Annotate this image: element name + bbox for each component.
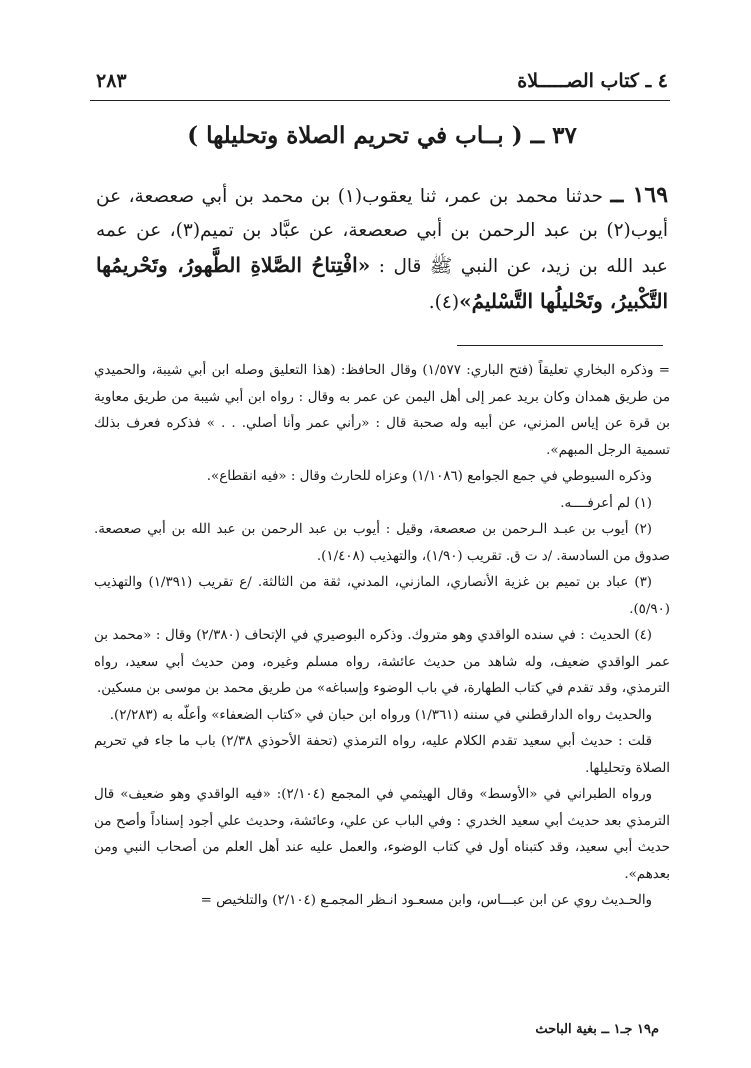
header-rule [90,100,670,101]
footnotes [94,358,670,915]
footnote-paragraph: ورواه الطبراني في «الأوسط» وقال الهيثمي في المجمع (٢/١٠٤): «فيه الواقدي وهو ضعيف» قال الترمذي بعد حديث أبي سعيد الخدري : وفي الباب عن علي، وعائشة، وحديث علي أجود إسناداً وأصح من حديث أبي سعيد، وقد كتبناه أول في كتاب الوضوء، والعمل عليه عند أهل العلم من أصحاب النبي ومن بعدهم». [94,787,670,882]
footnote-2: (٢) أيوب بن عبـد الـرحمن بن صعصعة، وقيل : أيوب بن عبد الرحمن بن عبد الله بن أبي صعصعة. صدوق من السادسة. /د ت ق. تقريب (١/٩٠)، والتهذيب (١/٤٠٨). [94,522,670,564]
footnote-continuation: = وذكره البخاري تعليقاً (فتح الباري: ١/٥٧٧) وقال الحافظ: (هذا التعليق وصله ابن أبي شيبة، والحميدي من طريق همدان وكان بريد عمر إلى أهل اليمن عن عمر به وقال : رواه ابن أبي شيبة من طريق معاوية بن قرة عن إياس المزني، عن أبيه وله صحبة قال : «رأني عمر وأنا أصلي. . . » فذكره فعرف بذلك تسمية الرجل المبهم». [94,363,670,458]
hadith-number: ١٦٩ ــ [610,182,669,208]
footnote-rule [457,345,663,346]
footer-signature: م١٩ جـ١ ــ بغية الباحث [535,1022,659,1037]
footnote-3: (٣) عباد بن تميم بن غزية الأنصاري، المازني، المدني، ثقة من الثالثة. /ع تقريب (١/٣٩١) والتهذيب (٥/٩٠). [94,575,670,617]
footnote-paragraph: قلت : حديث أبي سعيد تقدم الكلام عليه، رواه الترمذي (تحفة الأحوذي ٢/٣٨) باب ما جاء في تحريم الصلاة وتحليلها. [94,734,670,776]
footnote-4: (٤) الحديث : في سنده الواقدي وهو متروك. وذكره البوصيري في الإتحاف (٢/٣٨٠) وقال : «محمد بن عمر الواقدي ضعيف، وله شاهد من حديث عائشة، رواه مسلم وغيره، ومن حديث أبي سعيد، رواه الترمذي، وقد تقدم في كتاب الطهارة، في باب الوضوء وإسباغه» من طريق محمد بن موسى بن مسكين. [94,628,670,696]
running-title: ٤ ـ كتاب الصـــــلاة [517,70,668,92]
running-header [96,68,668,98]
footnote-paragraph: والحديث رواه الدارقطني في سننه (١/٣٦١) ورواه ابن حبان في «كتاب الضعفاء» وأعلّه به (٢/٢٨٣). [109,707,652,723]
section-heading: ٣٧ ــ ( بــاب في تحريم الصلاة وتحليلها ) [187,122,577,149]
hadith-text [96,178,668,320]
footnote-paragraph: وذكره السيوطي في جمع الجوامع (١/١٠٨٦) وعزاه للحارث وقال : «فيه انقطاع». [206,469,652,484]
hadith-isnad: حدثنا محمد بن عمر، ثنا يعقوب(١) بن محمد بن أبي صعصعة، عن أيوب(٢) بن عبد الرحمن بن أبي صعصعة، عن عبَّاد بن تميم(٣)، عن عمه عبد الله بن زيد، عن النبي ﷺ قال : [96,186,668,277]
footnote-1: (١) لم أعرفــــه. [560,495,652,511]
footnote-paragraph: والحـديث روي عن ابن عبـــاس، وابن مسعـود انـظر المجمـع (٢/١٠٤) والتلخيص = [200,893,652,908]
page-number: ٢٨٣ [96,70,127,92]
hadith-end-marker: (٤). [428,292,460,313]
hadith-matn: «افْتِتاحُ الصَّلاةِ الطَّهورُ، وتَحْريمُها التَّكْبيرُ، وتَحْليلُها التَّسْليمُ» [96,253,668,313]
